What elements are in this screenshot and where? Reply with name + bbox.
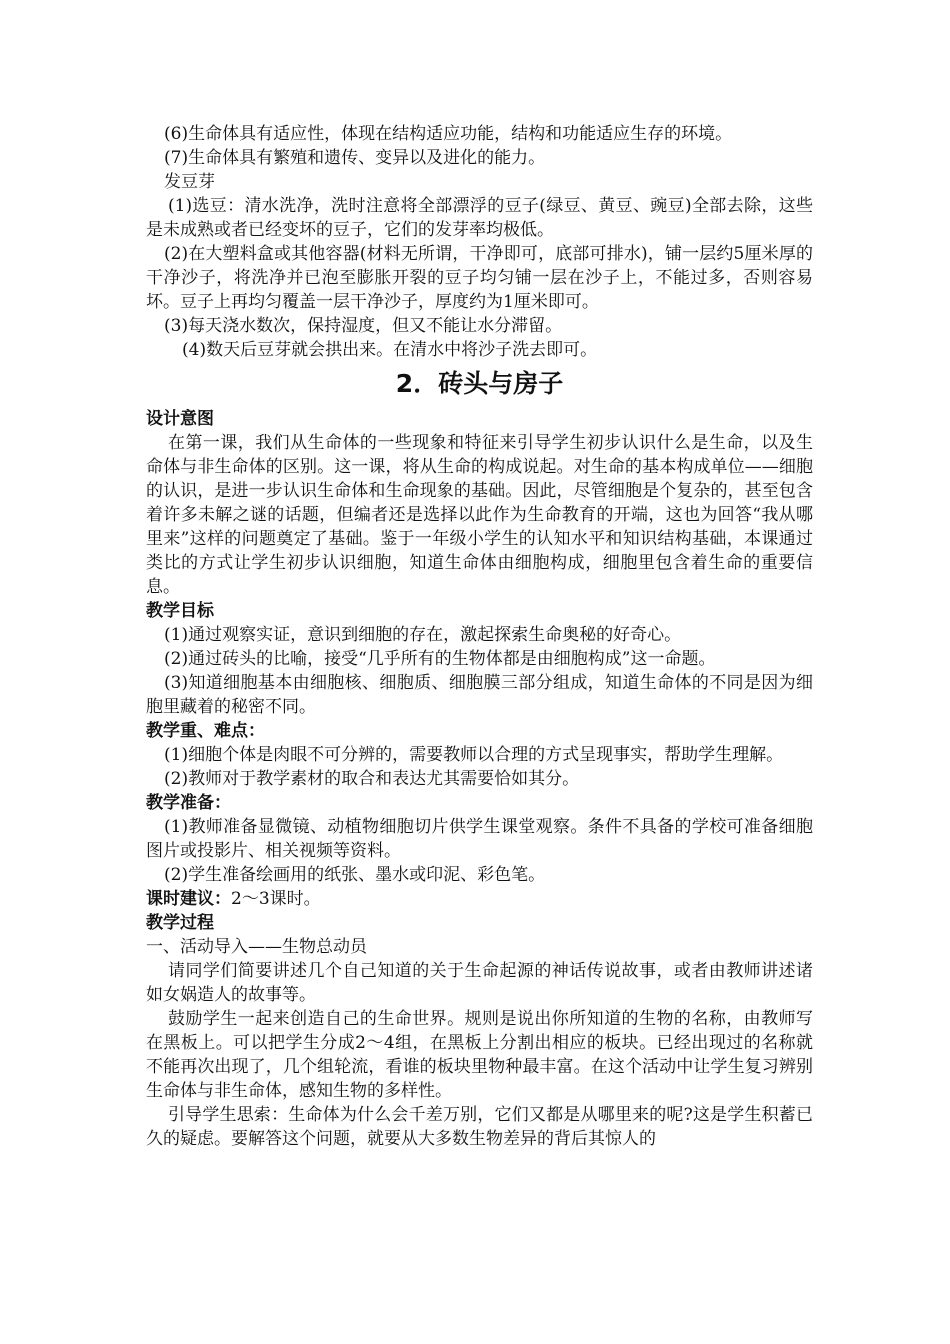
process-paragraph: 请同学们简要讲述几个自己知道的关于生命起源的神话传说故事，或者由教师讲述诸如女娲造人的故事等。 — [146, 961, 813, 1005]
key-point-item: (1)细胞个体是肉眼不可分辨的，需要教师以合理的方式呈现事实，帮助学生理解。 — [164, 745, 784, 765]
sprout-step-4: (4)数天后豆芽就会拱出来。在清水中将沙子洗去即可。 — [182, 340, 598, 360]
paragraph-reproduction: (7)生命体具有繁殖和遗传、变异以及进化的能力。 — [164, 148, 546, 168]
goals-heading: 教学目标 — [146, 601, 214, 621]
paragraph-adaptability: (6)生命体具有适应性，体现在结构适应功能，结构和功能适应生存的环境。 — [164, 124, 733, 144]
preparation-item: (2)学生准备绘画用的纸张、墨水或印泥、彩色笔。 — [164, 865, 546, 885]
sprout-heading: 发豆芽 — [164, 172, 215, 192]
sprout-step-3: (3)每天浇水数次，保持湿度，但又不能让水分滞留。 — [164, 316, 563, 336]
preparation-item: (1)教师准备显微镜、动植物细胞切片供学生课堂观察。条件不具备的学校可准备细胞图片或投影片、相关视频等资料。 — [146, 817, 813, 861]
hours-line — [146, 887, 813, 911]
preparation-heading: 教学准备： — [146, 793, 231, 813]
process-heading: 教学过程 — [146, 913, 214, 933]
sprout-step-2: (2)在大塑料盒或其他容器(材料无所谓，干净即可，底部可排水)，铺一层约5厘米厚的干净沙子，将洗净并已泡至膨胀开裂的豆子均匀铺一层在沙子上，不能过多，否则容易坏。豆子上再均匀覆盖一层干净沙子，厚度约为1厘米即可。 — [146, 244, 813, 312]
key-points-heading: 教学重、难点： — [146, 721, 265, 741]
goal-item: (3)知道细胞基本由细胞核、细胞质、细胞膜三部分组成，知道生命体的不同是因为细胞里藏着的秘密不同。 — [146, 673, 813, 717]
design-heading: 设计意图 — [146, 409, 214, 429]
sprout-step-1: (1)选豆：清水洗净，洗时注意将全部漂浮的豆子(绿豆、黄豆、豌豆)全部去除，这些是未成熟或者已经变坏的豆子，它们的发芽率均极低。 — [146, 196, 813, 240]
design-text: 在第一课，我们从生命体的一些现象和特征来引导学生初步认识什么是生命，以及生命体与非生命体的区别。这一课，将从生命的构成说起。对生命的基本构成单位——细胞的认识，是进一步认识生命体和生命现象的基础。因此，尽管细胞是个复杂的，甚至包含着许多未解之谜的话题，但编者还是选择以此作为生命教育的开端，这也为回答“我从哪里来”这样的问题奠定了基础。鉴于一年级小学生的认知水平和知识结构基础，本课通过类比的方式让学生初步认识细胞，知道生命体由细胞构成，细胞里包含着生命的重要信息。 — [146, 433, 813, 597]
process-paragraph: 鼓励学生一起来创造自己的生命世界。规则是说出你所知道的生物的名称，由教师写在黑板上。可以把学生分成2～4组，在黑板上分割出相应的板块。已经出现过的名称就不能再次出现了，几个组轮流，看谁的板块里物种最丰富。在这个活动中让学生复习辨别生命体与非生命体，感知生物的多样性。 — [146, 1009, 813, 1101]
hours-value: 2～3课时。 — [231, 889, 321, 909]
process-section-title: 一、活动导入——生物总动员 — [146, 937, 367, 957]
hours-label: 课时建议： — [146, 889, 231, 909]
document-body — [146, 122, 813, 1151]
lesson-title: 2．砖头与房子 — [395, 369, 564, 398]
process-paragraph: 引导学生思索：生命体为什么会千差万别，它们又都是从哪里来的呢?这是学生积蓄已久的疑虑。要解答这个问题，就要从大多数生物差异的背后其惊人的 — [146, 1105, 813, 1149]
key-point-item: (2)教师对于教学素材的取合和表达尤其需要恰如其分。 — [164, 769, 580, 789]
goal-item: (1)通过观察实证，意识到细胞的存在，激起探索生命奥秘的好奇心。 — [164, 625, 682, 645]
goal-item: (2)通过砖头的比喻，接受“几乎所有的生物体都是由细胞构成”这一命题。 — [164, 649, 716, 669]
